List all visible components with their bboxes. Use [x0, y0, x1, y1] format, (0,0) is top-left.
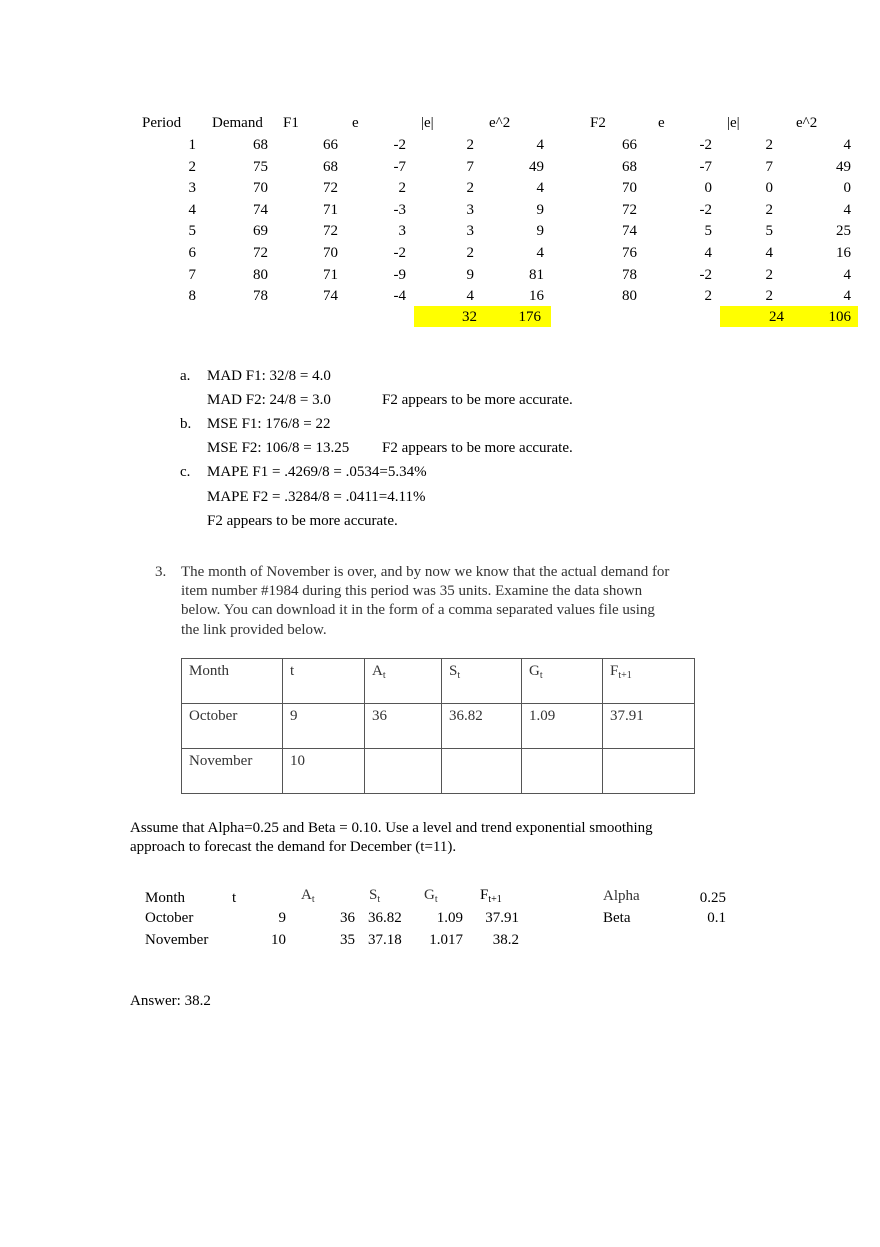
cell-e-squared-f1: 4: [536, 180, 544, 196]
assumption-line: Assume that Alpha=0.25 and Beta = 0.10. Use a level and trend exponential smoothing: [130, 820, 653, 836]
cell-e-f2: -2: [699, 137, 712, 153]
question-line: The month of November is over, and by now we know that the actual demand for: [181, 564, 670, 580]
answer-a-label: a.: [180, 368, 191, 384]
cell-e-f1: 2: [398, 180, 406, 196]
header-period: Period: [142, 115, 182, 131]
cell-e-squared-f2: 4: [843, 202, 851, 218]
col-f: $F_{t+1}$: [610, 663, 632, 681]
cell-e-squared-f2: 25: [836, 223, 851, 239]
cell-period: 4: [188, 202, 196, 218]
calc-cell-f: 38.2: [492, 932, 519, 948]
total-abs-e-f2: 24: [769, 309, 784, 325]
cell-e-f1: -3: [393, 202, 406, 218]
header-demand: Demand: [212, 115, 263, 131]
cell-g: [529, 749, 602, 751]
calc-header-g: $G_t$: [424, 887, 438, 905]
cell-demand: 74: [253, 202, 268, 218]
cell-e-f1: -4: [393, 288, 406, 304]
cell-demand: 68: [253, 137, 268, 153]
cell-e-f2: -2: [699, 267, 712, 283]
final-answer: Answer: 38.2: [130, 993, 211, 1009]
cell-demand: 80: [253, 267, 268, 283]
cell-month: October: [189, 708, 238, 724]
assumption-line: approach to forecast the demand for December (t=11).: [130, 839, 457, 855]
calc-cell-a: 36: [340, 910, 355, 926]
cell-s: [449, 749, 521, 751]
cell-f1: 68: [323, 159, 338, 175]
col-a: $A_t$: [372, 663, 386, 681]
cell-month: November: [189, 753, 253, 769]
cell-period: 8: [188, 288, 196, 304]
answer-b-note: F2 appears to be more accurate.: [382, 440, 573, 456]
cell-e-f2: 2: [704, 288, 712, 304]
cell-abs-e-f2: 7: [765, 159, 773, 175]
calc-cell-month: November: [145, 932, 209, 948]
cell-period: 2: [188, 159, 196, 175]
header-abs-e: |e|: [421, 115, 434, 131]
cell-abs-e-f1: 4: [466, 288, 474, 304]
question-line: item number #1984 during this period was 35 units. Examine the data shown: [181, 583, 643, 599]
beta-label: Beta: [603, 910, 631, 926]
cell-f1: 71: [323, 267, 338, 283]
cell-e-squared-f2: 49: [836, 159, 851, 175]
cell-abs-e-f2: 4: [765, 245, 773, 261]
cell-e-f1: -2: [393, 137, 406, 153]
col-g: $G_t$: [529, 663, 543, 681]
cell-f2: 78: [622, 267, 637, 283]
cell-abs-e-f1: 2: [466, 180, 474, 196]
cell-a: [372, 749, 441, 751]
cell-e-f2: 4: [704, 245, 712, 261]
calc-cell-f: 37.91: [485, 910, 519, 926]
smoothing-data-table: [181, 658, 695, 794]
cell-period: 7: [188, 267, 196, 283]
question-number: 3.: [155, 564, 167, 580]
calc-cell-t: 10: [271, 932, 286, 948]
answer-c-line2: MAPE F2 = .3284/8 = .0411=4.11%: [207, 489, 426, 505]
header-e-f2: e: [658, 115, 665, 131]
col-t: t: [290, 663, 295, 679]
total-e-squared-f2: 106: [828, 309, 851, 325]
cell-demand: 69: [253, 223, 268, 239]
answer-a-line1: MAD F1: 32/8 = 4.0: [207, 368, 331, 384]
answer-c-line3: F2 appears to be more accurate.: [207, 513, 398, 529]
total-abs-e-f1: 32: [462, 309, 477, 325]
cell-abs-e-f2: 2: [765, 202, 773, 218]
calc-cell-t: 9: [278, 910, 286, 926]
calc-cell-s: 37.18: [368, 932, 402, 948]
answer-b-label: b.: [180, 416, 192, 432]
cell-e-f2: -2: [699, 202, 712, 218]
answer-b-line1: MSE F1: 176/8 = 22: [207, 416, 331, 432]
cell-demand: 75: [253, 159, 268, 175]
cell-f1: 72: [323, 180, 338, 196]
cell-f1: 70: [323, 245, 338, 261]
answer-c-line1: MAPE F1 = .4269/8 = .0534=5.34%: [207, 464, 427, 480]
calc-header-a: $A_t$: [301, 887, 315, 905]
cell-e-squared-f2: 4: [843, 288, 851, 304]
cell-e-squared-f1: 4: [536, 245, 544, 261]
cell-e-squared-f2: 16: [836, 245, 851, 261]
cell-f2: 68: [622, 159, 637, 175]
calc-cell-s: 36.82: [368, 910, 402, 926]
cell-period: 3: [188, 180, 196, 196]
cell-e-f2: 5: [704, 223, 712, 239]
answer-c-label: c.: [180, 464, 191, 480]
cell-e-squared-f1: 9: [536, 223, 544, 239]
cell-f2: 66: [622, 137, 637, 153]
cell-e-f1: 3: [398, 223, 406, 239]
cell-abs-e-f2: 5: [765, 223, 773, 239]
cell-e-f1: -2: [393, 245, 406, 261]
cell-period: 1: [188, 137, 196, 153]
answer-b-line2: MSE F2: 106/8 = 13.25: [207, 440, 350, 456]
cell-e-squared-f2: 4: [843, 137, 851, 153]
cell-abs-e-f1: 3: [466, 223, 474, 239]
beta-value: 0.1: [707, 910, 726, 926]
cell-e-squared-f1: 9: [536, 202, 544, 218]
alpha-value: 0.25: [699, 890, 726, 906]
cell-f2: 80: [622, 288, 637, 304]
cell-abs-e-f2: 2: [765, 137, 773, 153]
calc-cell-g: 1.09: [436, 910, 463, 926]
cell-e-squared-f2: 4: [843, 267, 851, 283]
table-header-row: [182, 659, 695, 704]
calc-header-t: t: [232, 890, 237, 906]
header-e: e: [352, 115, 359, 131]
cell-abs-e-f1: 2: [466, 137, 474, 153]
cell-e-f2: 0: [704, 180, 712, 196]
cell-demand: 78: [253, 288, 268, 304]
cell-t: 10: [290, 753, 305, 769]
table-row: [182, 749, 695, 794]
cell-abs-e-f1: 7: [466, 159, 474, 175]
cell-e-squared-f1: 81: [529, 267, 544, 283]
total-e-squared-f1: 176: [518, 309, 541, 325]
col-s: $S_t$: [449, 663, 461, 681]
cell-f: 37.91: [610, 708, 644, 724]
answer-a-note: F2 appears to be more accurate.: [382, 392, 573, 408]
calc-header-f: $F_{t+1}$: [480, 887, 502, 905]
cell-f1: 74: [323, 288, 338, 304]
answer-a-line2: MAD F2: 24/8 = 3.0: [207, 392, 331, 408]
table-row: [182, 704, 695, 749]
header-f2: F2: [590, 115, 606, 131]
cell-abs-e-f1: 9: [466, 267, 474, 283]
cell-f2: 72: [622, 202, 637, 218]
cell-e-f2: -7: [699, 159, 712, 175]
cell-e-f1: -7: [393, 159, 406, 175]
calc-header-month: Month: [145, 890, 186, 906]
cell-abs-e-f1: 3: [466, 202, 474, 218]
cell-f1: 66: [323, 137, 338, 153]
alpha-label: Alpha: [603, 888, 640, 904]
cell-abs-e-f2: 0: [765, 180, 773, 196]
cell-abs-e-f1: 2: [466, 245, 474, 261]
calc-cell-month: October: [145, 910, 194, 926]
question-line: the link provided below.: [181, 622, 327, 638]
cell-f2: 74: [622, 223, 637, 239]
cell-s: 36.82: [449, 708, 483, 724]
calc-cell-a: 35: [340, 932, 355, 948]
header-f1: F1: [283, 115, 299, 131]
cell-f1: 72: [323, 223, 338, 239]
cell-demand: 70: [253, 180, 268, 196]
cell-f1: 71: [323, 202, 338, 218]
cell-t: 9: [290, 708, 298, 724]
cell-e-squared-f1: 49: [529, 159, 544, 175]
cell-f: [610, 749, 694, 751]
cell-f2: 76: [622, 245, 637, 261]
cell-e-f1: -9: [393, 267, 406, 283]
cell-g: 1.09: [529, 708, 556, 724]
cell-e-squared-f1: 16: [529, 288, 544, 304]
cell-demand: 72: [253, 245, 268, 261]
cell-period: 6: [188, 245, 196, 261]
cell-period: 5: [188, 223, 196, 239]
calc-header-s: $S_t$: [369, 887, 381, 905]
question-line: below. You can download it in the form of a comma separated values file using: [181, 602, 655, 618]
col-month: Month: [189, 663, 230, 679]
cell-abs-e-f2: 2: [765, 288, 773, 304]
cell-f2: 70: [622, 180, 637, 196]
header-abs-e-f2: |e|: [727, 115, 740, 131]
header-e-squared: e^2: [489, 115, 511, 131]
cell-abs-e-f2: 2: [765, 267, 773, 283]
cell-a: 36: [372, 708, 387, 724]
cell-e-squared-f2: 0: [843, 180, 851, 196]
header-e-squared-f2: e^2: [796, 115, 818, 131]
cell-e-squared-f1: 4: [536, 137, 544, 153]
calc-cell-g: 1.017: [429, 932, 463, 948]
